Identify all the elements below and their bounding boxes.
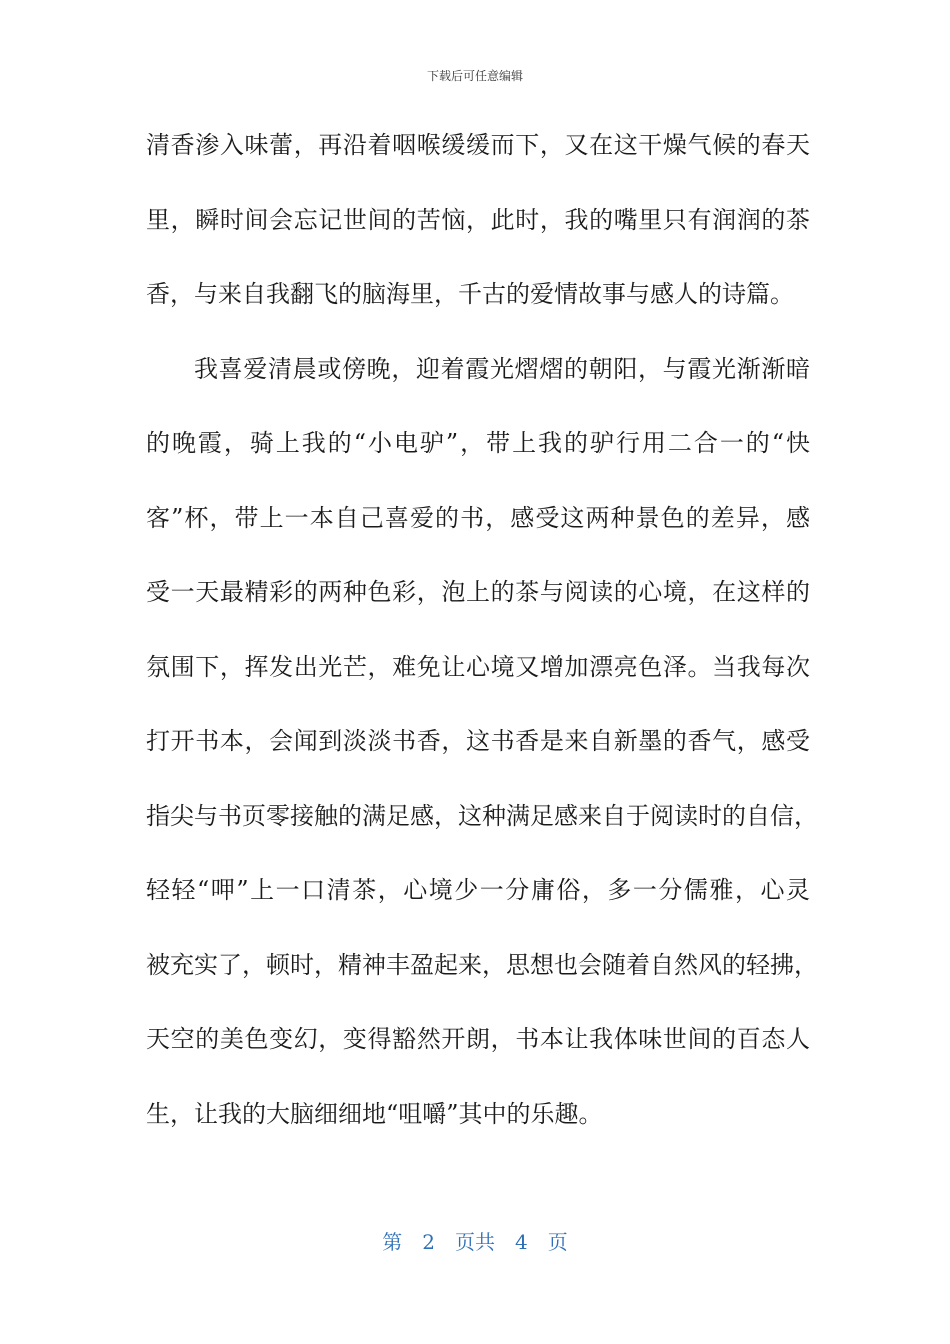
text-line: 轻轻“呷”上一口清茶，心境少一分庸俗，多一分儒雅，心灵 (146, 876, 810, 904)
text-line: 生，让我的大脑细细地“咀嚼”其中的乐趣。 (146, 1099, 603, 1128)
text-line: 我喜爱清晨或傍晚，迎着霞光熠熠的朝阳，与霞光渐渐暗 (194, 354, 810, 383)
text-line: 指尖与书页零接触的满足感，这种满足感来自于阅读时的自信， (146, 801, 818, 830)
footer-suffix: 页 (547, 1230, 568, 1254)
text-line: 氛围下，挥发出光芒，难免让心境又增加漂亮色泽。当我每次 (146, 652, 810, 681)
text-line: 清香渗入味蕾，再沿着咽喉缓缓而下，又在这干燥气候的春天 (146, 131, 810, 159)
page-header: 下载后可任意编辑 (426, 69, 523, 83)
paragraph (146, 342, 818, 1162)
text-line: 香，与来自我翻飞的脑海里，千古的爱情故事与感人的诗篇。 (146, 280, 794, 308)
text-line: 的晚霞，骑上我的“小电驴”，带上我的驴行用二合一的“快 (146, 429, 810, 457)
footer-prefix: 第 (382, 1230, 403, 1254)
current-page-number: 2 (422, 1230, 435, 1254)
text-line: 天空的美色变幻，变得豁然开朗，书本让我体味世间的百态人 (146, 1025, 810, 1053)
paragraph (146, 118, 810, 342)
text-line: 受一天最精彩的两种色彩，泡上的茶与阅读的心境，在这样的 (146, 578, 810, 606)
total-pages-number: 4 (515, 1230, 528, 1254)
page-footer (0, 1226, 950, 1255)
text-line: 打开书本，会闻到淡淡书香，这书香是来自新墨的香气，感受 (146, 727, 810, 755)
footer-middle: 页共 (455, 1230, 495, 1254)
text-line: 里，瞬时间会忘记世间的苦恼，此时，我的嘴里只有润润的茶 (146, 205, 810, 234)
text-line: 客”杯，带上一本自己喜爱的书，感受这两种景色的差异，感 (146, 503, 810, 532)
text-line: 被充实了，顿时，精神丰盈起来，思想也会随着自然风的轻拂， (146, 950, 818, 979)
document-body (146, 118, 818, 1161)
